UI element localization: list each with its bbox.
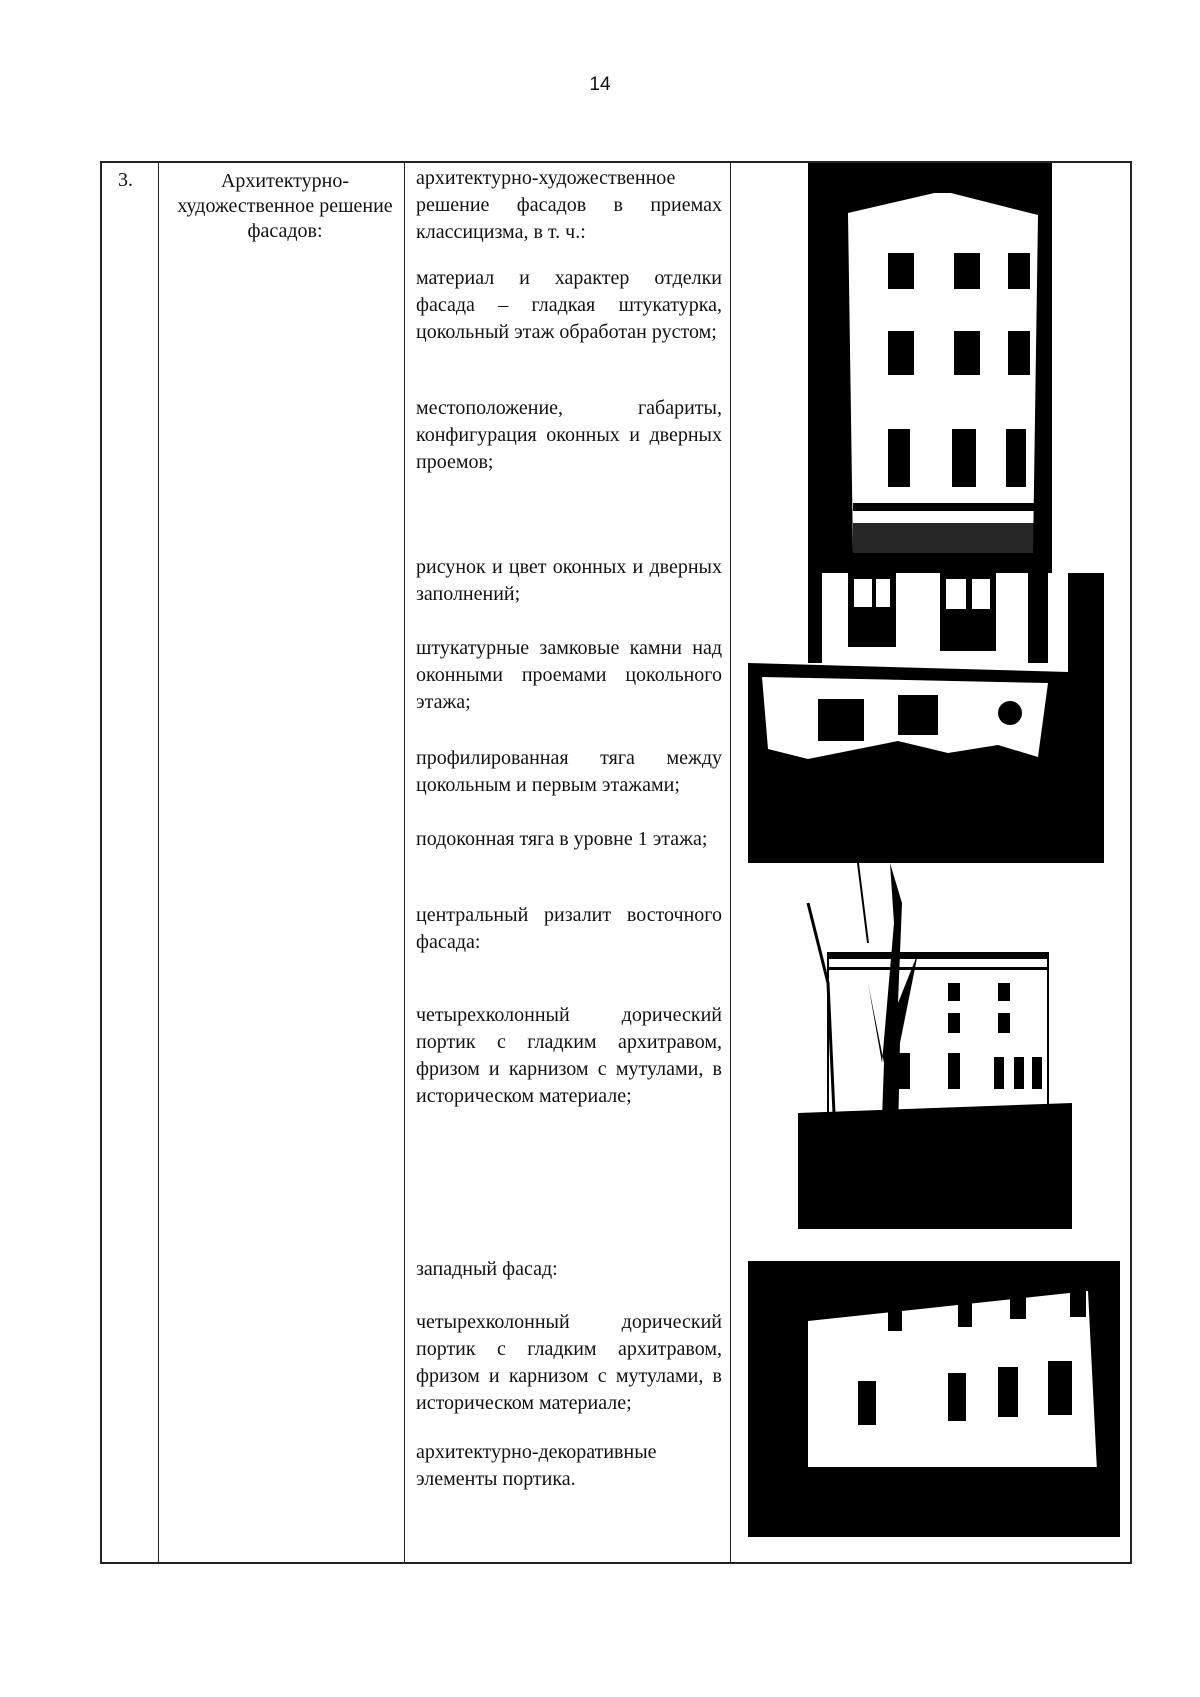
description-paragraph: материал и характер отделки фасада – гладкая штукатурка, цокольный этаж обработан рустом; (416, 267, 722, 343)
facade-photo (748, 573, 1104, 863)
facade-basement-detail-image (748, 573, 1104, 863)
page-number: 14 (589, 74, 611, 95)
description-paragraph: местоположение, габариты, конфигурация оконных и дверных проемов; (416, 397, 722, 473)
facade-photo (748, 1261, 1120, 1537)
table (100, 161, 1132, 1564)
description-paragraph: рисунок и цвет оконных и дверных заполнений; (416, 556, 722, 605)
description-paragraph: центральный ризалит восточного фасада: (416, 904, 722, 953)
east-facade-with-tree-image (798, 863, 1072, 1229)
column-divider (404, 163, 405, 1562)
facade-upper-floors-image (808, 163, 1052, 573)
column-divider (730, 163, 731, 1562)
description-paragraph: архитектурно-художественное решение фасадов в приемах классицизма, в т. ч.: (416, 167, 722, 243)
west-facade-portico-image (748, 1261, 1120, 1537)
facade-photo (798, 863, 1072, 1229)
description-paragraph: штукатурные замковые камни над оконными проемами цокольного этажа; (416, 637, 722, 713)
description-paragraph: четырехколонный дорический портик с гладким архитравом, фризом и карнизом с мутулами, в историческом материале; (416, 1004, 722, 1107)
row-number: 3. (118, 169, 133, 191)
description-paragraph: западный фасад: (416, 1258, 558, 1280)
description-paragraph: архитектурно-декоративные элементы портика. (416, 1441, 657, 1490)
row-title: Архитектурно-художественное решение фасадов: (177, 170, 393, 242)
facade-photo (808, 163, 1052, 573)
description-paragraph: четырехколонный дорический портик с гладким архитравом, фризом и карнизом с мутулами, в историческом материале; (416, 1311, 722, 1414)
column-divider (158, 163, 159, 1562)
description-paragraph: профилированная тяга между цокольным и первым этажами; (416, 747, 722, 796)
description-paragraph: подоконная тяга в уровне 1 этажа; (416, 828, 708, 850)
